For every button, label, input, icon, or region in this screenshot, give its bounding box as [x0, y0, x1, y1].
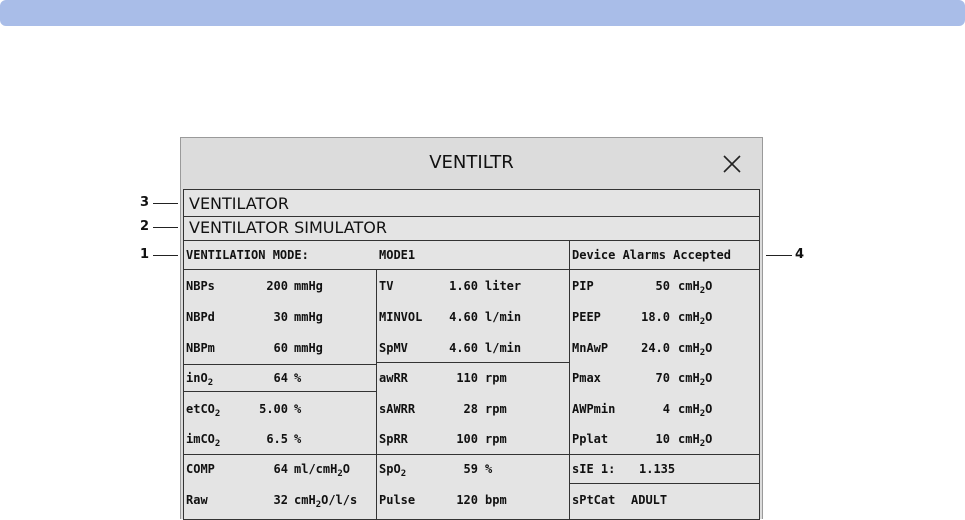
- sprr-label: SpRR: [379, 432, 408, 446]
- peep-label: PEEP: [572, 310, 601, 324]
- callout-4: 4: [795, 247, 805, 262]
- minvol-value: 4.60: [449, 310, 478, 324]
- etco2-unit: %: [294, 402, 302, 416]
- callout-line-4: [766, 255, 792, 256]
- callout-2: 2: [140, 219, 150, 234]
- awpmin-unit: cmH$_2$O: [678, 402, 713, 419]
- ventilator-window: [180, 137, 763, 519]
- pplat-value: 10: [655, 432, 670, 446]
- awrr-label: awRR: [379, 371, 408, 385]
- comp-value: 64: [273, 462, 288, 476]
- callout-line-2: [153, 227, 178, 228]
- row-divider: [184, 364, 376, 365]
- pmax-value: 70: [655, 371, 670, 385]
- comp-label: COMP: [186, 462, 215, 476]
- title-bar: [181, 138, 762, 189]
- awrr-unit: rpm: [485, 371, 507, 385]
- raw-value: 32: [273, 493, 288, 507]
- nbpm-unit: mmHg: [294, 341, 323, 355]
- spmv-label: SpMV: [379, 341, 408, 355]
- imco2-value: 6.5: [266, 432, 288, 446]
- nbps-value: 200: [266, 279, 288, 293]
- mode-label: VENTILATION MODE:: [186, 248, 309, 262]
- etco2-label: etCO$_2$: [186, 402, 221, 419]
- row-divider: [184, 216, 759, 217]
- ino2-value: 64: [273, 371, 288, 385]
- imco2-unit: %: [294, 432, 302, 446]
- ino2-label: inO$_2$: [186, 371, 214, 388]
- comp-unit: ml/cmH$_2$O: [294, 462, 351, 479]
- row-divider: [376, 362, 569, 363]
- pulse-label: Pulse: [379, 493, 416, 507]
- sptcat-label: sPtCat: [572, 493, 616, 507]
- row-divider: [569, 483, 759, 484]
- sprr-unit: rpm: [485, 432, 507, 446]
- pmax-unit: cmH$_2$O: [678, 371, 713, 388]
- callout-line-1: [153, 255, 178, 256]
- spo2-value: 59: [463, 462, 478, 476]
- tv-unit: liter: [485, 279, 522, 293]
- sawrr-value: 28: [463, 402, 478, 416]
- pip-label: PIP: [572, 279, 594, 293]
- raw-unit: cmH$_2$O/l/s: [294, 493, 358, 510]
- row-divider: [184, 454, 759, 455]
- pulse-value: 120: [456, 493, 478, 507]
- pulse-unit: bpm: [485, 493, 507, 507]
- nbps-unit: mmHg: [294, 279, 323, 293]
- window-title: VENTILTR: [429, 152, 514, 173]
- row-divider: [184, 240, 759, 241]
- nbpd-value: 30: [273, 310, 288, 324]
- spo2-unit: %: [485, 462, 493, 476]
- row-divider: [184, 391, 376, 392]
- minvol-label: MINVOL: [379, 310, 423, 324]
- pplat-unit: cmH$_2$O: [678, 432, 713, 449]
- column-divider: [376, 269, 377, 519]
- awpmin-label: AWPmin: [572, 402, 616, 416]
- callout-1: 1: [140, 247, 150, 262]
- mnawp-unit: cmH$_2$O: [678, 341, 713, 358]
- mode-value: MODE1: [379, 248, 416, 262]
- spo2-label: SpO$_2$: [379, 462, 407, 479]
- device-name: VENTILATOR: [189, 194, 289, 213]
- nbpd-unit: mmHg: [294, 310, 323, 324]
- alarm-status: Device Alarms Accepted: [572, 248, 731, 262]
- ino2-unit: %: [294, 371, 302, 385]
- sptcat-value: ADULT: [631, 493, 668, 507]
- imco2-label: imCO$_2$: [186, 432, 221, 449]
- peep-value: 18.0: [641, 310, 670, 324]
- peep-unit: cmH$_2$O: [678, 310, 713, 327]
- nbpm-value: 60: [273, 341, 288, 355]
- column-divider: [569, 240, 570, 519]
- pplat-label: Pplat: [572, 432, 609, 446]
- sie-label: sIE 1:: [572, 462, 616, 476]
- row-divider: [184, 269, 759, 270]
- nbps-label: NBPs: [186, 279, 215, 293]
- pip-unit: cmH$_2$O: [678, 279, 713, 296]
- spmv-unit: l/min: [485, 341, 522, 355]
- mnawp-value: 24.0: [641, 341, 670, 355]
- callout-line-3: [153, 203, 178, 204]
- close-icon[interactable]: [720, 152, 744, 176]
- top-bar: [0, 0, 965, 26]
- nbpm-label: NBPm: [186, 341, 215, 355]
- sprr-value: 100: [456, 432, 478, 446]
- pip-value: 50: [655, 279, 670, 293]
- awpmin-value: 4: [662, 402, 670, 416]
- callout-3: 3: [140, 195, 150, 210]
- nbpd-label: NBPd: [186, 310, 215, 324]
- awrr-value: 110: [456, 371, 478, 385]
- simulator-name: VENTILATOR SIMULATOR: [189, 218, 387, 237]
- mnawp-label: MnAwP: [572, 341, 609, 355]
- sie-value: 1.135: [639, 462, 676, 476]
- minvol-unit: l/min: [485, 310, 522, 324]
- sawrr-unit: rpm: [485, 402, 507, 416]
- sawrr-label: sAWRR: [379, 402, 416, 416]
- tv-label: TV: [379, 279, 394, 293]
- etco2-value: 5.00: [259, 402, 288, 416]
- tv-value: 1.60: [449, 279, 478, 293]
- pmax-label: Pmax: [572, 371, 601, 385]
- raw-label: Raw: [186, 493, 208, 507]
- ventilator-data-panel: [183, 189, 760, 520]
- spmv-value: 4.60: [449, 341, 478, 355]
